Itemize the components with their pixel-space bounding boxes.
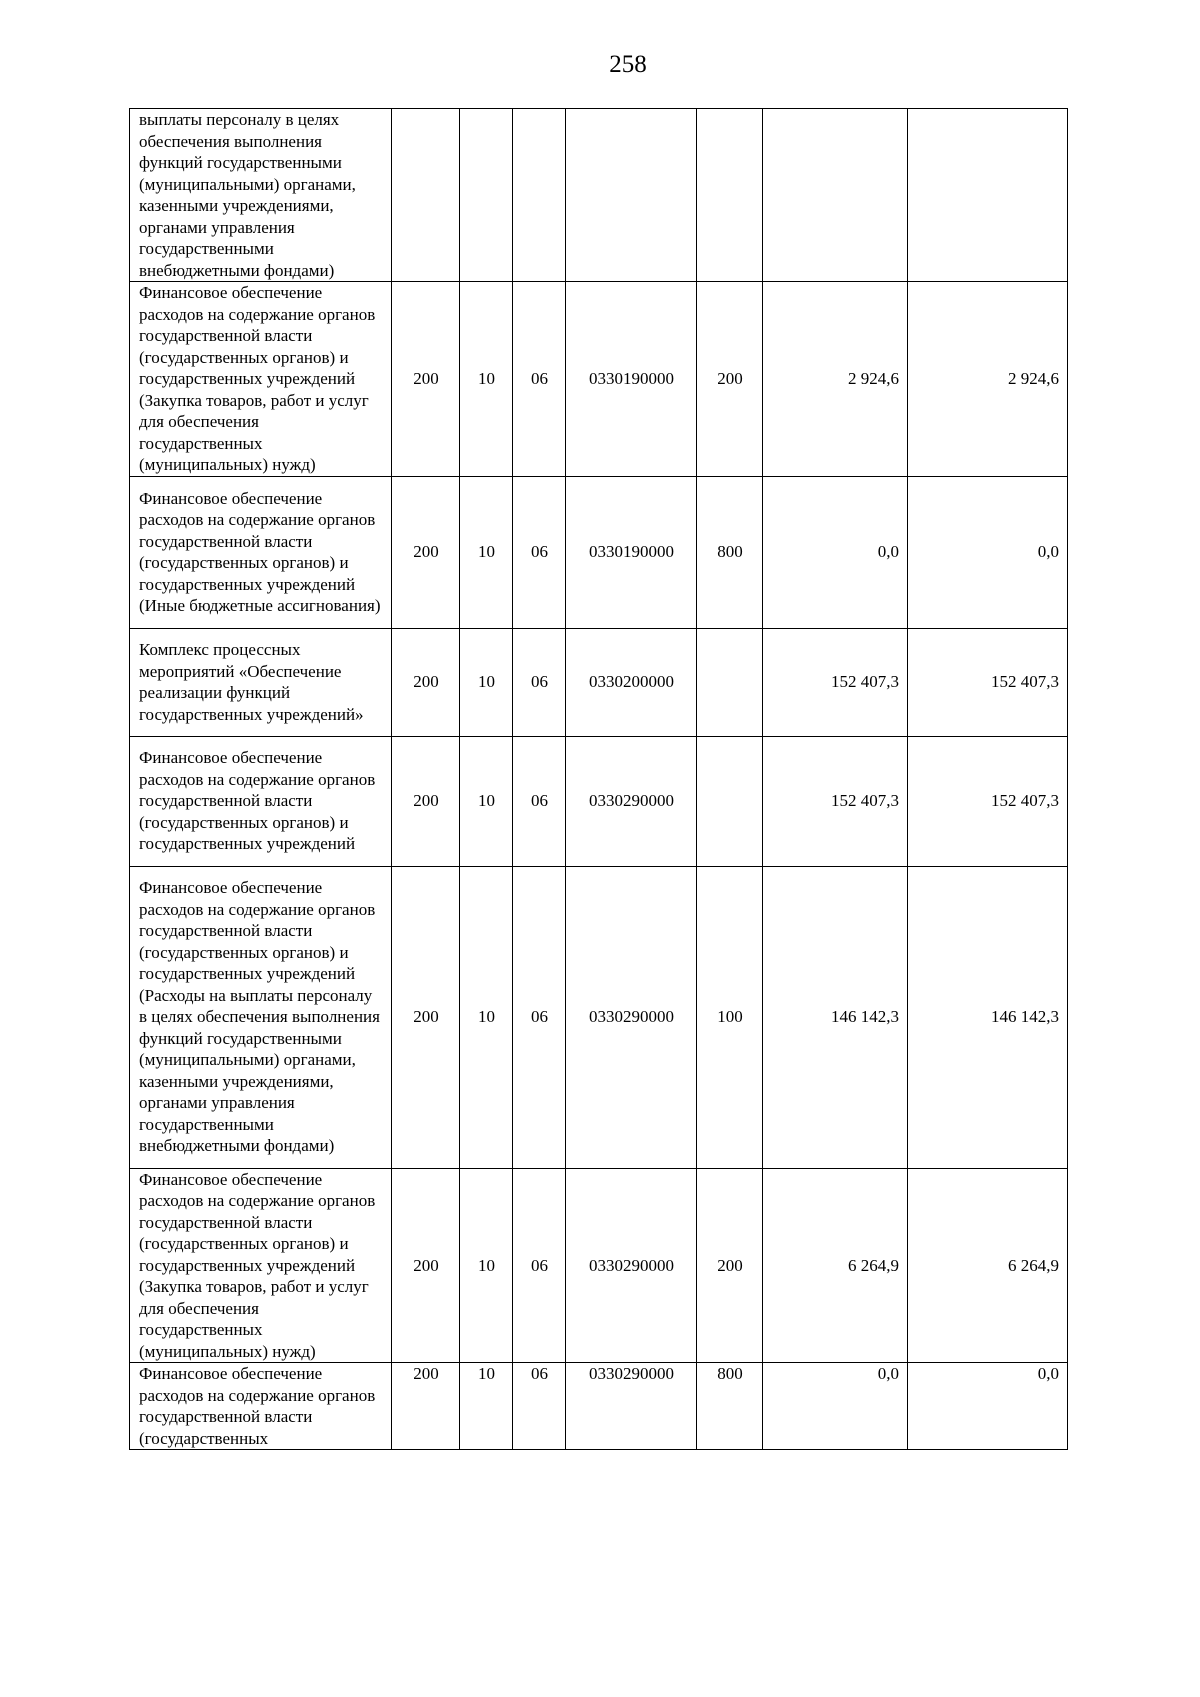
cell-amount-2: 152 407,3	[908, 628, 1068, 736]
cell-section: 10	[460, 282, 513, 477]
row-description: выплаты персоналу в целях обеспечения выполнения функций государственными (муниципальными) органами, казенными учреждениями, органами управления государственными внебюджетными фондами)	[130, 109, 392, 282]
row-description: Финансовое обеспечение расходов на содержание органов государственной власти (государственных органов) и государственных учреждений	[130, 736, 392, 866]
cell-section: 10	[460, 476, 513, 628]
cell-expense-type: 200	[697, 282, 763, 477]
cell-amount-1: 152 407,3	[763, 736, 908, 866]
table-row	[130, 1168, 1068, 1363]
row-description: Финансовое обеспечение расходов на содержание органов государственной власти (государственных органов) и государственных учреждений (Иные бюджетные ассигнования)	[130, 476, 392, 628]
cell-amount-1: 0,0	[763, 476, 908, 628]
table-row	[130, 736, 1068, 866]
cell-subsection	[513, 109, 566, 282]
cell-target-article: 0330290000	[566, 1363, 697, 1450]
cell-target-article: 0330190000	[566, 282, 697, 477]
cell-amount-1: 2 924,6	[763, 282, 908, 477]
cell-section	[460, 109, 513, 282]
table-row	[130, 866, 1068, 1168]
cell-subsection: 06	[513, 628, 566, 736]
cell-target-article	[566, 109, 697, 282]
cell-target-article: 0330190000	[566, 476, 697, 628]
cell-amount-2: 6 264,9	[908, 1168, 1068, 1363]
cell-target-article: 0330290000	[566, 736, 697, 866]
cell-expense-type	[697, 628, 763, 736]
cell-amount-2: 2 924,6	[908, 282, 1068, 477]
row-description: Финансовое обеспечение расходов на содержание органов государственной власти (государственных органов) и государственных учреждений (Расходы на выплаты персоналу в целях обеспечения выполнения функций государственными (муниципальными) органами, казенными учреждениями, органами управления государственными внебюджетными фондами)	[130, 866, 392, 1168]
cell-target-article: 0330290000	[566, 866, 697, 1168]
cell-subsection: 06	[513, 1363, 566, 1450]
cell-grbs: 200	[392, 476, 460, 628]
cell-amount-1	[763, 109, 908, 282]
table-row	[130, 109, 1068, 282]
cell-subsection: 06	[513, 866, 566, 1168]
cell-grbs	[392, 109, 460, 282]
row-description: Финансовое обеспечение расходов на содержание органов государственной власти (государственных	[130, 1363, 392, 1450]
cell-grbs: 200	[392, 1363, 460, 1450]
cell-grbs: 200	[392, 628, 460, 736]
cell-amount-1: 152 407,3	[763, 628, 908, 736]
row-description: Финансовое обеспечение расходов на содержание органов государственной власти (государственных органов) и государственных учреждений (Закупка товаров, работ и услуг для обеспечения государственных (муниципальных) нужд)	[130, 1168, 392, 1363]
row-description: Комплекс процессных мероприятий «Обеспечение реализации функций государственных учреждений»	[130, 628, 392, 736]
table-row	[130, 628, 1068, 736]
cell-subsection: 06	[513, 1168, 566, 1363]
cell-amount-1: 146 142,3	[763, 866, 908, 1168]
cell-expense-type: 200	[697, 1168, 763, 1363]
cell-section: 10	[460, 736, 513, 866]
cell-subsection: 06	[513, 282, 566, 477]
cell-target-article: 0330200000	[566, 628, 697, 736]
cell-grbs: 200	[392, 866, 460, 1168]
cell-section: 10	[460, 1168, 513, 1363]
cell-amount-1: 0,0	[763, 1363, 908, 1450]
cell-grbs: 200	[392, 282, 460, 477]
cell-expense-type	[697, 109, 763, 282]
cell-grbs: 200	[392, 1168, 460, 1363]
cell-section: 10	[460, 1363, 513, 1450]
row-description: Финансовое обеспечение расходов на содержание органов государственной власти (государственных органов) и государственных учреждений (Закупка товаров, работ и услуг для обеспечения государственных (муниципальных) нужд)	[130, 282, 392, 477]
table-row	[130, 282, 1068, 477]
cell-amount-2	[908, 109, 1068, 282]
cell-section: 10	[460, 628, 513, 736]
cell-expense-type: 800	[697, 476, 763, 628]
cell-subsection: 06	[513, 736, 566, 866]
cell-amount-1: 6 264,9	[763, 1168, 908, 1363]
cell-subsection: 06	[513, 476, 566, 628]
budget-table	[129, 108, 1068, 1450]
cell-target-article: 0330290000	[566, 1168, 697, 1363]
cell-expense-type: 100	[697, 866, 763, 1168]
cell-expense-type	[697, 736, 763, 866]
cell-grbs: 200	[392, 736, 460, 866]
cell-amount-2: 152 407,3	[908, 736, 1068, 866]
table-row	[130, 476, 1068, 628]
cell-expense-type: 800	[697, 1363, 763, 1450]
cell-section: 10	[460, 866, 513, 1168]
table-row	[130, 1363, 1068, 1450]
cell-amount-2: 0,0	[908, 476, 1068, 628]
cell-amount-2: 146 142,3	[908, 866, 1068, 1168]
cell-amount-2: 0,0	[908, 1363, 1068, 1450]
page-number: 258	[609, 51, 647, 78]
